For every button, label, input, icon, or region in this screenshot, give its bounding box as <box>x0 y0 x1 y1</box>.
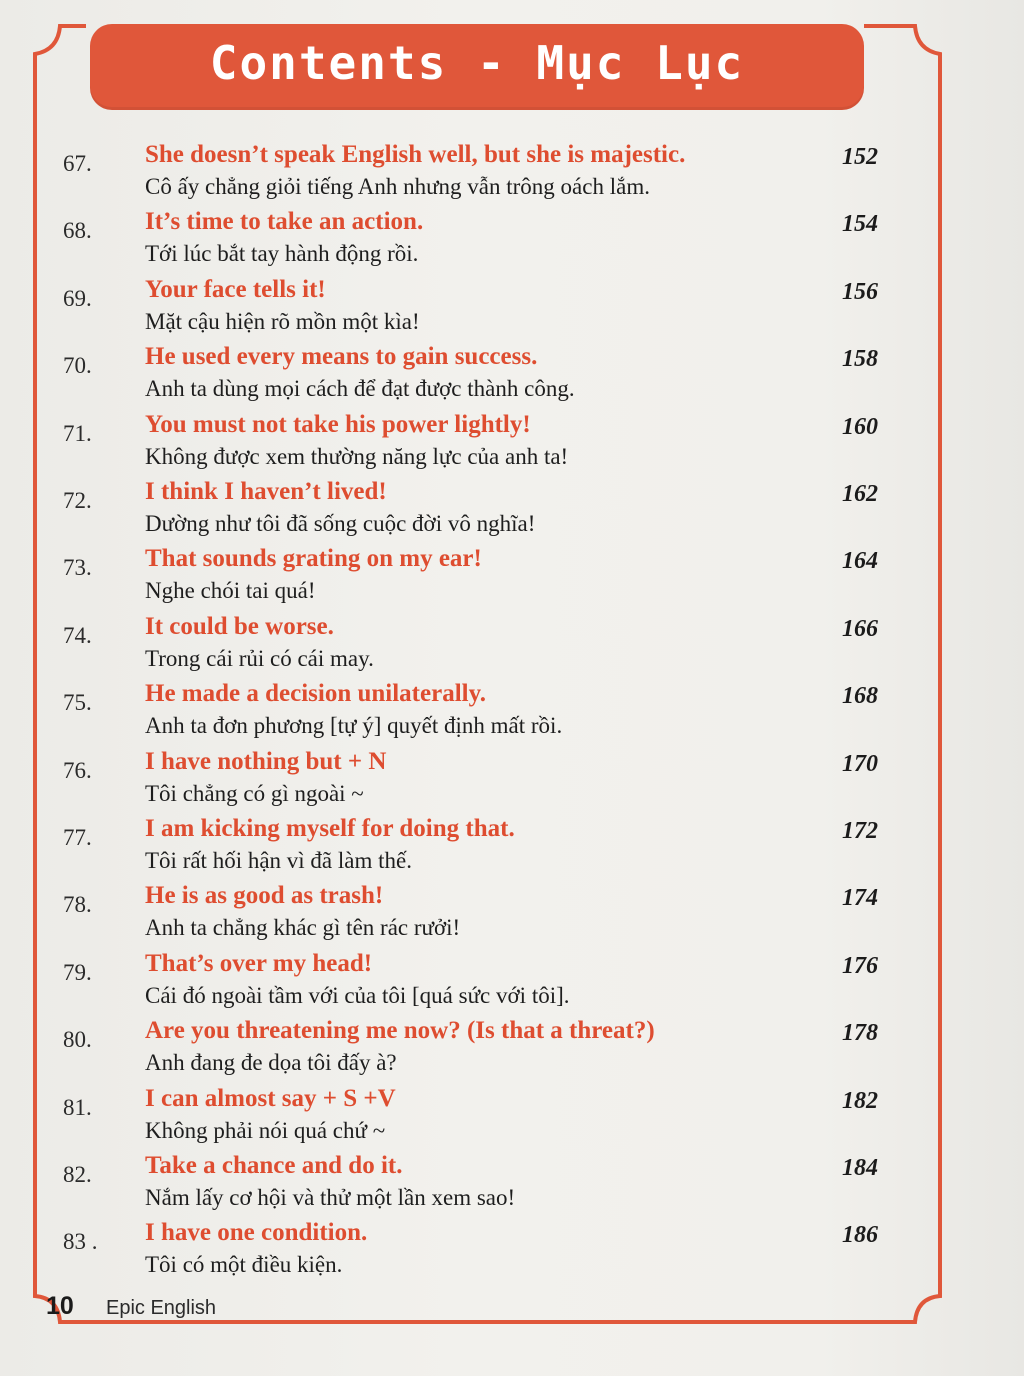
entry-english-title: You must not take his power lightly! <box>145 410 531 438</box>
entry-number: 81. <box>63 1094 92 1120</box>
entry-vietnamese-translation: Anh ta chẳng khác gì tên rác rưởi! <box>145 915 461 941</box>
entry-page-number: 186 <box>842 1222 878 1249</box>
entry-english-title: She doesn’t speak English well, but she is majestic. <box>145 141 686 168</box>
entry-number: 83 . <box>63 1229 98 1255</box>
entry-page-number: 160 <box>842 413 878 440</box>
entry-vietnamese-translation: Cô ấy chẳng giỏi tiếng Anh nhưng vẫn trông oách lắm. <box>145 174 650 199</box>
entry-vietnamese-translation: Nắm lấy cơ hội và thử một lần xem sao! <box>145 1185 516 1210</box>
entry-page-number: 178 <box>842 1020 878 1047</box>
entry-number: 82. <box>63 1162 92 1187</box>
entry-english-title: I am kicking myself for doing that. <box>145 815 515 842</box>
entry-vietnamese-translation: Tôi có một điều kiện. <box>145 1252 343 1278</box>
entry-vietnamese-translation: Tới lúc bắt tay hành động rồi. <box>145 241 419 267</box>
entry-number: 79. <box>63 959 92 985</box>
entry-vietnamese-translation: Nghe chói tai quá! <box>145 578 316 604</box>
contents-entry <box>0 141 1024 207</box>
entry-page-number: 154 <box>842 211 878 238</box>
entry-page-number: 176 <box>842 952 878 979</box>
entry-number: 70. <box>63 353 92 379</box>
entry-vietnamese-translation: Anh ta dùng mọi cách để đạt được thành công. <box>145 376 575 402</box>
contents-entry <box>0 815 1024 881</box>
entry-english-title: That sounds grating on my ear! <box>145 545 482 573</box>
entry-english-title: I have nothing but + N <box>145 747 387 775</box>
contents-entry <box>0 545 1024 611</box>
entry-page-number: 184 <box>842 1155 878 1181</box>
book-title: Epic English <box>106 1297 217 1319</box>
entry-page-number: 170 <box>842 750 878 777</box>
entry-number: 78. <box>63 892 92 918</box>
contents-entry <box>0 613 1024 679</box>
entry-page-number: 166 <box>842 615 878 642</box>
entry-english-title: Are you threatening me now? (Is that a threat?) <box>145 1017 655 1045</box>
entry-vietnamese-translation: Mặt cậu hiện rõ mồn một kìa! <box>145 308 420 334</box>
contents-entry <box>0 1152 1024 1218</box>
entry-vietnamese-translation: Cái đó ngoài tầm với của tôi [quá sức với tôi]. <box>145 982 570 1008</box>
entry-vietnamese-translation: Anh đang đe dọa tôi đấy à? <box>145 1050 397 1076</box>
entry-page-number: 152 <box>842 144 878 170</box>
entry-number: 75. <box>63 690 92 716</box>
entry-number: 73. <box>63 555 92 581</box>
entry-number: 69. <box>63 285 92 311</box>
entry-number: 67. <box>63 151 92 176</box>
contents-entry <box>0 748 1024 814</box>
entry-page-number: 182 <box>842 1087 878 1114</box>
entry-page-number: 162 <box>842 481 878 507</box>
contents-entry <box>0 343 1024 409</box>
entry-english-title: He used every means to gain success. <box>145 343 538 371</box>
contents-entry <box>0 276 1024 342</box>
page-number: 10 <box>46 1292 74 1320</box>
entry-page-number: 172 <box>842 818 878 844</box>
entry-number: 71. <box>63 420 92 446</box>
entry-english-title: Your face tells it! <box>145 275 326 303</box>
entry-english-title: That’s over my head! <box>145 949 373 977</box>
entry-number: 74. <box>63 622 92 648</box>
entry-vietnamese-translation: Tôi chẳng có gì ngoài ~ <box>145 780 364 806</box>
entry-vietnamese-translation: Anh ta đơn phương [tự ý] quyết định mất rồi. <box>145 713 563 739</box>
entry-number: 76. <box>63 757 92 783</box>
entry-vietnamese-translation: Trong cái rủi có cái may. <box>145 645 374 671</box>
entry-number: 68. <box>63 218 92 244</box>
entry-english-title: Take a chance and do it. <box>145 1152 403 1179</box>
entry-vietnamese-translation: Tôi rất hối hận vì đã làm thế. <box>145 848 412 873</box>
contents-entry <box>0 950 1024 1016</box>
contents-entry <box>0 882 1024 948</box>
entry-vietnamese-translation: Không phải nói quá chứ ~ <box>145 1117 386 1143</box>
entry-english-title: He is as good as trash! <box>145 882 384 910</box>
entry-page-number: 164 <box>842 548 878 575</box>
contents-entry <box>0 478 1024 544</box>
contents-entry <box>0 411 1024 477</box>
entry-english-title: I think I haven’t lived! <box>145 478 387 505</box>
entry-page-number: 158 <box>842 346 878 373</box>
contents-entry <box>0 1219 1024 1285</box>
contents-entry <box>0 1085 1024 1151</box>
page-title: Contents - Mục Lục <box>209 36 745 90</box>
entry-number: 80. <box>63 1027 92 1053</box>
entry-english-title: I can almost say + S +V <box>145 1084 396 1112</box>
contents-entry <box>0 208 1024 274</box>
entry-english-title: It’s time to take an action. <box>145 208 424 236</box>
entry-english-title: It could be worse. <box>145 612 334 640</box>
entry-vietnamese-translation: Dường như tôi đã sống cuộc đời vô nghĩa! <box>145 511 536 536</box>
contents-entry <box>0 680 1024 746</box>
contents-entry <box>0 1017 1024 1083</box>
entry-number: 72. <box>63 488 92 513</box>
entry-vietnamese-translation: Không được xem thường năng lực của anh ta! <box>145 443 569 469</box>
entry-english-title: I have one condition. <box>145 1219 368 1247</box>
entry-english-title: He made a decision unilaterally. <box>145 680 486 708</box>
entry-number: 77. <box>63 825 92 850</box>
entry-page-number: 174 <box>842 885 878 912</box>
entry-page-number: 156 <box>842 278 878 305</box>
entry-page-number: 168 <box>842 683 878 710</box>
